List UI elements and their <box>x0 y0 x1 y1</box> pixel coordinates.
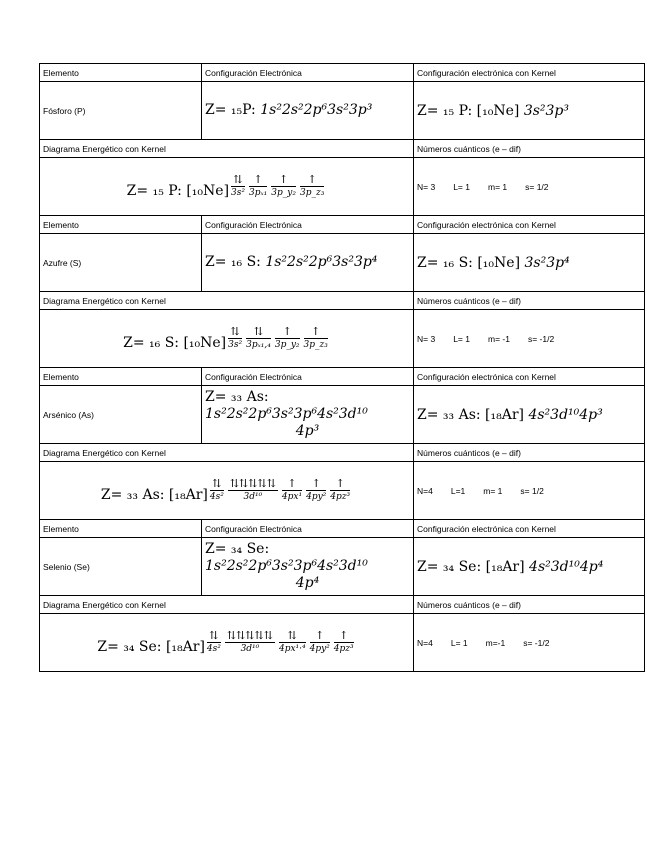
orbital-arrows: ↑ <box>304 326 328 339</box>
electron-configuration <box>202 386 414 444</box>
orbital-arrows: ⇅ <box>210 478 224 491</box>
electron-configuration <box>202 538 414 596</box>
electron-configuration <box>202 82 414 140</box>
header-quantum: Números cuánticos (e – dif) <box>414 140 645 158</box>
header-row <box>40 64 645 82</box>
header-diagram: Diagrama Energético con Kernel <box>40 596 414 614</box>
orbital-arrows: ↑ <box>271 174 296 187</box>
diagram-row <box>40 158 645 216</box>
subheader-row <box>40 292 645 310</box>
orbital <box>249 174 267 199</box>
config-prefix: Z= ₃₃ As: <box>205 389 269 406</box>
orbital <box>228 478 278 503</box>
quantum-s: s= 1/2 <box>525 181 549 192</box>
orbital <box>275 326 300 351</box>
kernel-configuration <box>414 386 645 444</box>
config-value: 1s²2s²2p⁶3s²3p⁶4s²3d¹⁰ <box>205 406 368 423</box>
orbital-label: 4px¹·⁴ <box>278 644 306 654</box>
orbital-label: 3d¹⁰ <box>240 644 260 654</box>
orbital-arrows: ↑ <box>334 630 354 643</box>
orbital-label: 4py² <box>306 492 327 502</box>
header-quantum: Números cuánticos (e – dif) <box>414 292 645 310</box>
orbital-arrows: ↑ <box>249 174 267 187</box>
quantum-m: m= 1 <box>487 181 508 192</box>
kernel-value: 3s²3p³ <box>523 102 569 119</box>
header-config-kernel: Configuración electrónica con Kernel <box>414 520 645 538</box>
quantum-m: m= 1 <box>483 485 503 496</box>
header-quantum: Números cuánticos (e – dif) <box>414 596 645 614</box>
orbital-arrows: ⇅ <box>279 630 306 643</box>
orbital <box>310 630 330 655</box>
orbital-label: 3p_y₂ <box>274 340 300 350</box>
orbital-arrows: ↑ <box>300 174 324 187</box>
header-config: Configuración Electrónica <box>202 520 414 538</box>
header-element: Elemento <box>40 216 202 234</box>
orbital <box>210 478 224 503</box>
kernel-value: 3s²3p⁴ <box>524 254 570 271</box>
header-config: Configuración Electrónica <box>202 64 414 82</box>
header-row <box>40 216 645 234</box>
orbital <box>225 630 275 655</box>
orbital <box>334 630 354 655</box>
orbital-arrows: ⇅ <box>246 326 271 339</box>
orbital-label: 3p_z₃ <box>299 188 325 198</box>
quantum-m: m=-1 <box>485 637 506 648</box>
quantum-numbers <box>414 614 645 672</box>
quantum-l: L= 1 <box>453 333 470 344</box>
orbital-label: 4pz³ <box>330 492 351 502</box>
quantum-l: L=1 <box>450 485 466 496</box>
header-diagram: Diagrama Energético con Kernel <box>40 444 414 462</box>
element-name: Selenio (Se) <box>40 538 202 596</box>
orbital-arrows: ⇅⇅⇅⇅⇅ <box>229 477 276 490</box>
energy-diagram <box>40 614 414 672</box>
electron-configuration-table <box>39 63 645 672</box>
header-element: Elemento <box>40 64 202 82</box>
orbital <box>228 326 242 351</box>
config-value-line2: 4p⁴ <box>295 574 320 591</box>
orbital <box>231 174 245 199</box>
header-config-kernel: Configuración electrónica con Kernel <box>414 368 645 386</box>
header-diagram: Diagrama Energético con Kernel <box>40 140 414 158</box>
quantum-n: N= 3 <box>417 181 436 192</box>
kernel-value: 4s²3d¹⁰4p³ <box>528 406 603 423</box>
kernel-value: 4s²3d¹⁰4p⁴ <box>529 558 604 575</box>
header-config: Configuración Electrónica <box>202 216 414 234</box>
orbital <box>279 630 306 655</box>
quantum-n: N=4 <box>417 637 433 648</box>
orbital-arrows: ⇅⇅⇅⇅⇅ <box>226 629 273 642</box>
orbital-label: 3s² <box>228 340 243 350</box>
header-quantum: Números cuánticos (e – dif) <box>414 444 645 462</box>
orbital-arrows: ↑ <box>282 478 302 491</box>
orbital <box>304 326 328 351</box>
orbital <box>246 326 271 351</box>
header-element: Elemento <box>40 368 202 386</box>
quantum-numbers <box>414 158 645 216</box>
orbital-label: 3pₓ₁,₄ <box>246 340 271 350</box>
orbital-label: 3pₓ₁ <box>248 188 268 198</box>
config-prefix: Z= ₁₅P: <box>205 102 261 119</box>
subheader-row <box>40 596 645 614</box>
diagram-row <box>40 310 645 368</box>
header-config: Configuración Electrónica <box>202 368 414 386</box>
quantum-n: N=4 <box>417 485 433 496</box>
kernel-prefix: Z= ₁₆ S: [₁₀Ne] <box>417 254 525 271</box>
quantum-l: L= 1 <box>450 637 468 648</box>
config-value-line2: 4p³ <box>295 422 320 439</box>
element-name: Arsénico (As) <box>40 386 202 444</box>
header-diagram: Diagrama Energético con Kernel <box>40 292 414 310</box>
electron-configuration <box>202 234 414 292</box>
diagram-prefix: Z= ₃₄ Se: [₁₈Ar] <box>97 639 205 655</box>
orbital-arrows: ↑ <box>275 326 300 339</box>
config-value: 1s²2s²2p⁶3s²3p⁴ <box>265 254 378 271</box>
orbital-label: 3d¹⁰ <box>243 492 263 502</box>
orbital-label: 3p_z₃ <box>303 340 328 350</box>
element-row <box>40 538 645 596</box>
quantum-m: m= -1 <box>487 333 510 344</box>
diagram-row <box>40 614 645 672</box>
energy-diagram <box>40 158 414 216</box>
element-name: Azufre (S) <box>40 234 202 292</box>
orbital-label: 3p_y₂ <box>271 188 296 198</box>
orbital <box>207 630 221 655</box>
energy-diagram <box>40 310 414 368</box>
quantum-n: N= 3 <box>417 333 436 344</box>
header-config-kernel: Configuración electrónica con Kernel <box>414 216 645 234</box>
quantum-numbers <box>414 310 645 368</box>
subheader-row <box>40 444 645 462</box>
header-row <box>40 368 645 386</box>
energy-diagram <box>40 462 414 520</box>
quantum-l: L= 1 <box>453 181 470 192</box>
orbital-label: 3s² <box>231 188 245 198</box>
orbital-arrows: ⇅ <box>231 174 245 187</box>
orbital-label: 4s² <box>206 644 221 654</box>
orbital-label: 4pz³ <box>333 644 354 654</box>
diagram-prefix: Z= ₁₆ S: [₁₀Ne] <box>123 335 227 351</box>
orbital <box>300 174 324 199</box>
kernel-prefix: Z= ₁₅ P: [₁₀Ne] <box>417 102 524 119</box>
kernel-prefix: Z= ₃₃ As: [₁₈Ar] <box>417 406 529 423</box>
orbital <box>282 478 302 503</box>
orbital-arrows: ⇅ <box>207 630 221 643</box>
element-row <box>40 386 645 444</box>
orbital-arrows: ↑ <box>330 478 350 491</box>
header-element: Elemento <box>40 520 202 538</box>
kernel-configuration <box>414 82 645 140</box>
config-prefix: Z= ₁₆ S: <box>205 254 266 271</box>
orbital-arrows: ↑ <box>306 478 326 491</box>
orbital-arrows: ⇅ <box>228 326 242 339</box>
config-value: 1s²2s²2p⁶3s²3p⁶4s²3d¹⁰ <box>205 558 368 575</box>
element-row <box>40 82 645 140</box>
diagram-prefix: Z= ₃₃ As: [₁₈Ar] <box>100 487 208 503</box>
orbital <box>306 478 326 503</box>
orbital <box>330 478 350 503</box>
orbital <box>271 174 296 199</box>
quantum-s: s= -1/2 <box>523 637 550 648</box>
header-config-kernel: Configuración electrónica con Kernel <box>414 64 645 82</box>
quantum-s: s= 1/2 <box>520 485 544 496</box>
kernel-configuration <box>414 234 645 292</box>
quantum-numbers <box>414 462 645 520</box>
element-row <box>40 234 645 292</box>
orbital-label: 4px¹ <box>281 492 303 502</box>
header-row <box>40 520 645 538</box>
element-name: Fósforo (P) <box>40 82 202 140</box>
quantum-s: s= -1/2 <box>527 333 555 344</box>
orbital-arrows: ↑ <box>310 630 330 643</box>
config-value: 1s²2s²2p⁶3s²3p³ <box>260 102 373 119</box>
subheader-row <box>40 140 645 158</box>
orbital-label: 4py² <box>309 644 330 654</box>
config-prefix: Z= ₃₄ Se: <box>205 541 270 558</box>
diagram-row <box>40 462 645 520</box>
kernel-configuration <box>414 538 645 596</box>
orbital-label: 4s² <box>209 492 224 502</box>
kernel-prefix: Z= ₃₄ Se: [₁₈Ar] <box>417 558 530 575</box>
diagram-prefix: Z= ₁₅ P: [₁₀Ne] <box>126 183 230 199</box>
